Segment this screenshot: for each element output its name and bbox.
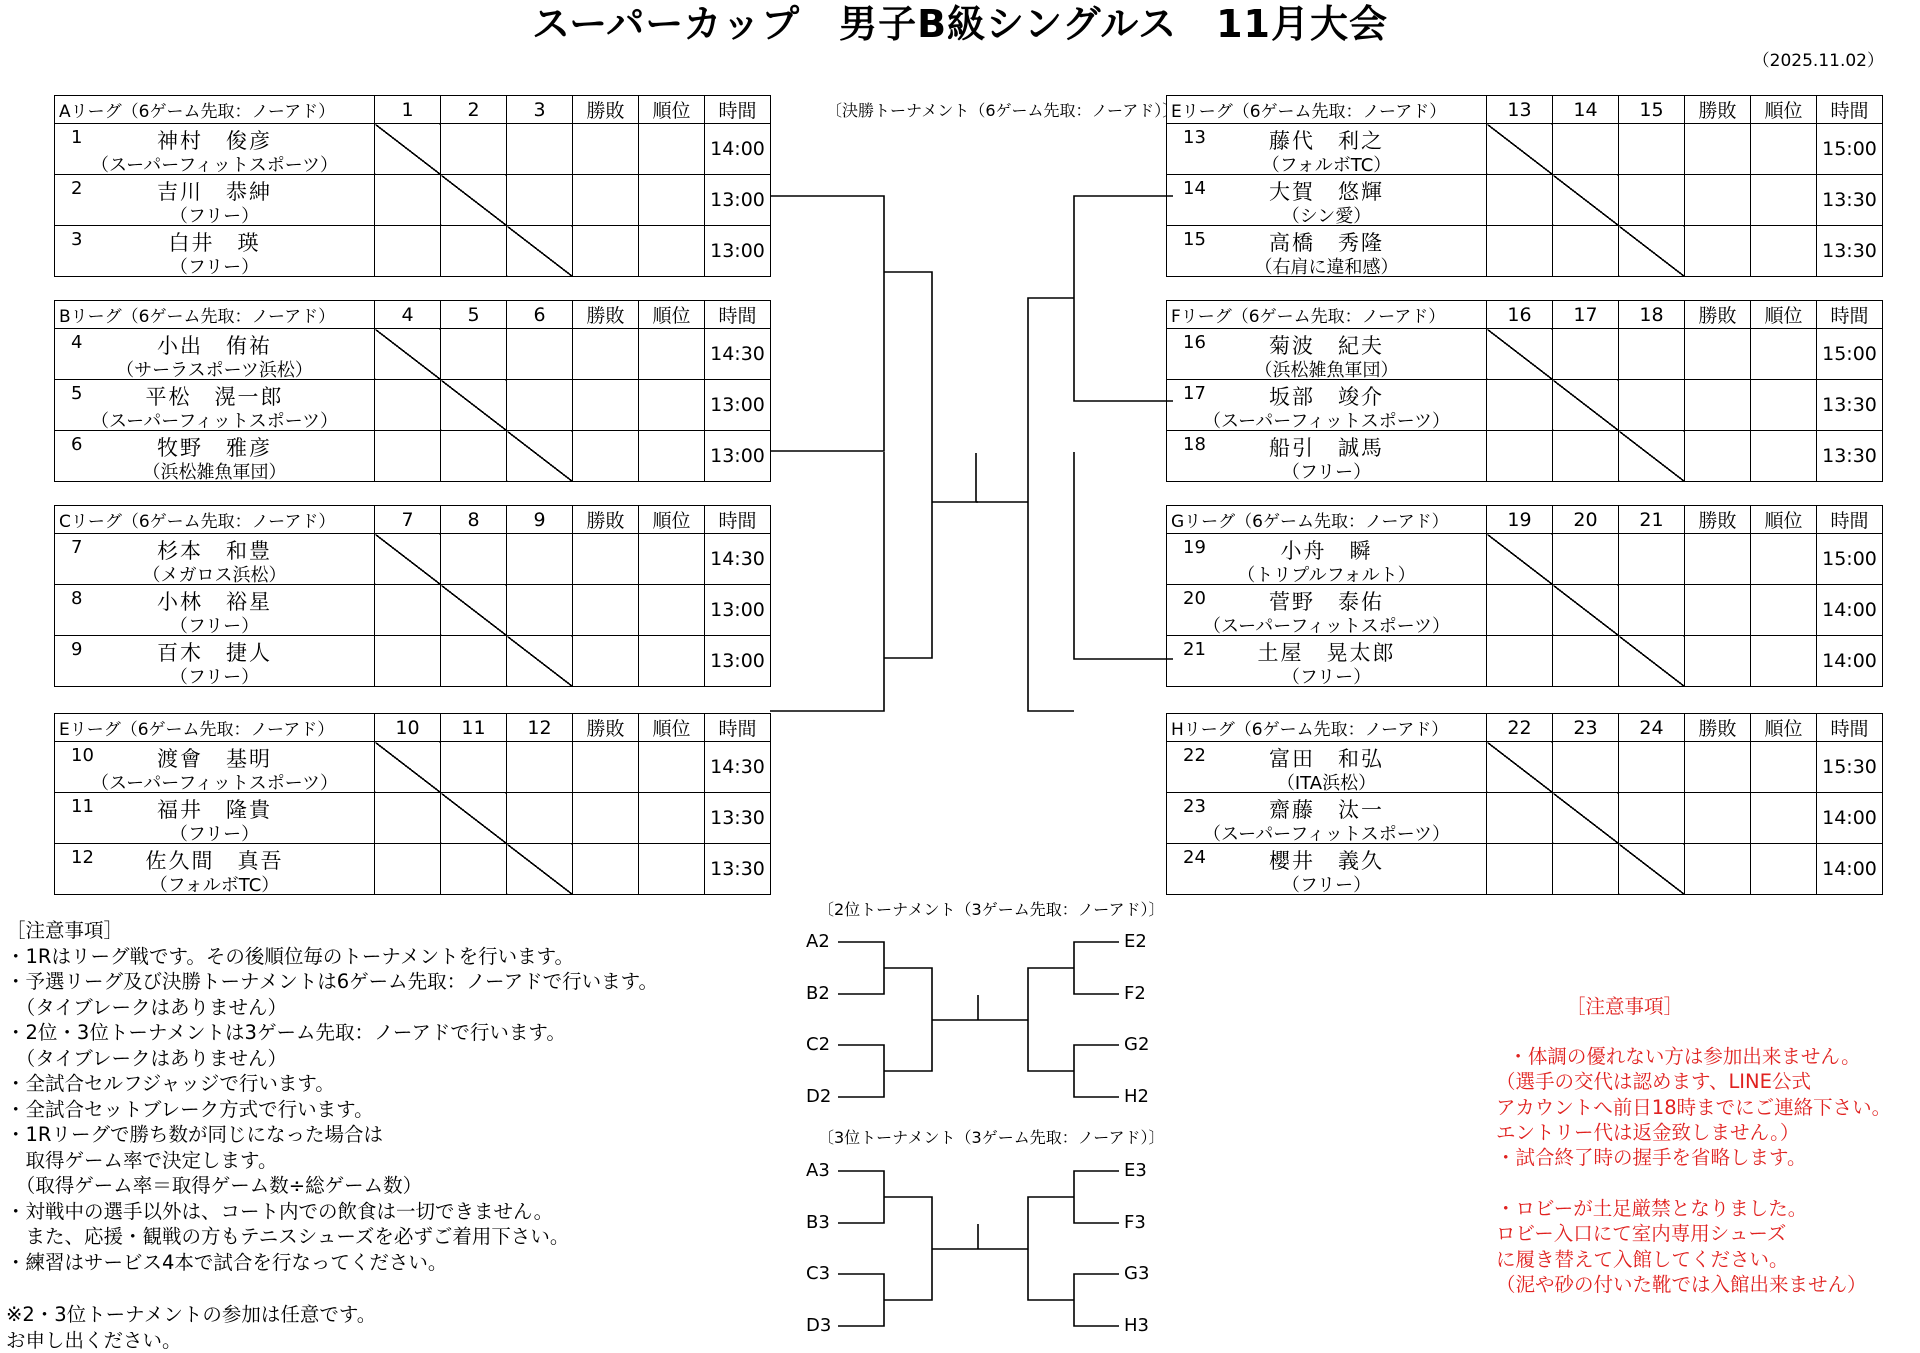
result-header: 勝敗: [1685, 714, 1751, 742]
player-number: 8: [71, 588, 83, 609]
player-club: （スーパーフィットスポーツ）: [91, 155, 338, 176]
seed-label: D2: [806, 1086, 832, 1107]
match-time: 13:00: [705, 431, 771, 482]
opponent-number-header: 2: [441, 96, 507, 124]
seed-label: G2: [1124, 1034, 1150, 1055]
rank-header: 順位: [639, 714, 705, 742]
second-bracket-right: [978, 942, 1119, 1097]
league-name: Fリーグ（6ゲーム先取：ノーアド）: [1167, 301, 1487, 329]
seed-label: E2: [1124, 931, 1147, 952]
time-header: 時間: [1817, 96, 1883, 124]
player-name: 藤代 利之: [1269, 129, 1384, 153]
league-name: Aリーグ（6ゲーム先取：ノーアド）: [55, 96, 375, 124]
player-number: 5: [71, 383, 83, 404]
third-bracket-left: [838, 1171, 978, 1326]
player-club: （フリー）: [169, 824, 260, 845]
rank-header: 順位: [1751, 301, 1817, 329]
match-time: 13:30: [1817, 226, 1883, 277]
player-name: 渡會 基明: [157, 747, 272, 771]
player-name: 菊波 紀夫: [1269, 334, 1384, 358]
player-name: 高橋 秀隆: [1269, 231, 1384, 255]
player-name: 小出 侑祐: [157, 334, 272, 358]
player-number: 23: [1183, 796, 1206, 817]
time-header: 時間: [1817, 301, 1883, 329]
player-number: 12: [71, 847, 94, 868]
time-header: 時間: [1817, 714, 1883, 742]
seed-label: F3: [1124, 1212, 1146, 1233]
player-club: （フリー）: [1281, 667, 1372, 688]
match-time: 15:30: [1817, 742, 1883, 793]
player-club: （トリプルフォルト）: [1237, 565, 1416, 586]
time-header: 時間: [705, 301, 771, 329]
seed-label: D3: [806, 1315, 832, 1336]
player-club: （フリー）: [169, 257, 260, 278]
player-name: 齋藤 汰一: [1269, 798, 1384, 822]
match-time: 13:30: [705, 793, 771, 844]
notes-right-body: ・体調の優れない方は参加出来ません。 （選手の交代は認めます、LINE公式 アカウントへ前日18時までにご連絡下さい。 エントリー代は返金致しません。） ・試合終了時の握手を省略します。 ・ロビーが土足厳禁となりました。 ロビー入口にて室内専用シューズ に履き替えて入館してください。 （泥や砂の付いた靴では入館出来ません）: [1496, 1045, 1892, 1296]
match-time: 14:00: [1817, 844, 1883, 895]
league-name: Eリーグ（6ゲーム先取：ノーアド）: [1167, 96, 1487, 124]
seed-label: B3: [806, 1212, 830, 1233]
player-club: （スーパーフィットスポーツ）: [91, 411, 338, 432]
player-club: （フォルボTC）: [1261, 155, 1392, 176]
player-club: （ITA浜松）: [1276, 773, 1377, 794]
player-club: （フリー）: [169, 206, 260, 227]
seed-label: E3: [1124, 1160, 1147, 1181]
match-time: 15:00: [1817, 534, 1883, 585]
match-time: 14:30: [705, 534, 771, 585]
opponent-number-header: 6: [507, 301, 573, 329]
player-number: 6: [71, 434, 83, 455]
player-number: 9: [71, 639, 83, 660]
time-header: 時間: [705, 506, 771, 534]
match-time: 15:00: [1817, 329, 1883, 380]
player-name: 杉本 和豊: [157, 539, 272, 563]
opponent-number-header: 18: [1619, 301, 1685, 329]
player-number: 2: [71, 178, 83, 199]
opponent-number-header: 5: [441, 301, 507, 329]
seed-label: H3: [1124, 1315, 1149, 1336]
player-number: 1: [71, 127, 83, 148]
player-club: （フリー）: [1281, 875, 1372, 896]
player-number: 21: [1183, 639, 1206, 660]
player-number: 20: [1183, 588, 1206, 609]
opponent-number-header: 13: [1487, 96, 1553, 124]
result-header: 勝敗: [573, 96, 639, 124]
match-time: 13:00: [705, 585, 771, 636]
seed-label: B2: [806, 983, 830, 1004]
player-name: 白井 瑛: [168, 231, 261, 255]
opponent-number-header: 22: [1487, 714, 1553, 742]
player-club: （サーラスポーツ浜松）: [116, 360, 313, 381]
third-bracket-right: [978, 1171, 1119, 1326]
player-club: （シン愛）: [1281, 206, 1372, 227]
match-time: 13:00: [705, 380, 771, 431]
match-time: 13:30: [1817, 431, 1883, 482]
player-club: （メガロス浜松）: [142, 565, 287, 586]
player-name: 福井 隆貴: [157, 798, 272, 822]
result-header: 勝敗: [573, 506, 639, 534]
opponent-number-header: 3: [507, 96, 573, 124]
player-number: 16: [1183, 332, 1206, 353]
player-club: （浜松雑魚軍団）: [142, 462, 287, 483]
final-tournament-label: 〔決勝トーナメント（6ゲーム先取：ノーアド）〕: [826, 101, 1179, 120]
time-header: 時間: [1817, 506, 1883, 534]
opponent-number-header: 15: [1619, 96, 1685, 124]
result-header: 勝敗: [1685, 96, 1751, 124]
opponent-number-header: 1: [375, 96, 441, 124]
player-name: 船引 誠馬: [1269, 436, 1384, 460]
player-name: 百木 捷人: [157, 641, 272, 665]
player-club: （スーパーフィットスポーツ）: [1203, 616, 1450, 637]
final-bracket-right: [976, 196, 1173, 711]
player-club: （右肩に違和感）: [1254, 257, 1399, 278]
match-time: 14:00: [705, 124, 771, 175]
player-number: 24: [1183, 847, 1206, 868]
league-name: Hリーグ（6ゲーム先取：ノーアド）: [1167, 714, 1487, 742]
opponent-number-header: 11: [441, 714, 507, 742]
player-number: 7: [71, 537, 83, 558]
league-name: Cリーグ（6ゲーム先取：ノーアド）: [55, 506, 375, 534]
notes-left: ［注意事項］ ・1Rはリーグ戦です。その後順位毎のトーナメントを行います。 ・予選リーグ及び決勝トーナメントは6ゲーム先取：ノーアドで行います。 （タイブレークはありません） ・2位・3位トーナメントは3ゲーム先取：ノーアドで行います。 （タイブレークはありません） ・全試合セルフジャッジで行います。 ・全試合セットブレーク方式で行います。 ・1Rリーグで勝ち数が同じになった場合は 取得ゲーム率で決定します。 （取得ゲーム率＝取得ゲーム数÷総ゲーム数） ・対戦中の選手以外は、コート内での飲食は一切できません。 また、応援・観戦の方もテニスシューズを必ずご着用下さい。 ・練習はサービス4本で試合を行なってください。: [6, 919, 659, 1274]
result-header: 勝敗: [573, 714, 639, 742]
league-name: Gリーグ（6ゲーム先取：ノーアド）: [1167, 506, 1487, 534]
notes-left-footer: ※2・3位トーナメントの参加は任意です。 お申し出ください。: [6, 1303, 377, 1352]
match-time: 14:00: [1817, 585, 1883, 636]
player-number: 22: [1183, 745, 1206, 766]
player-club: （フリー）: [1281, 462, 1372, 483]
rank-header: 順位: [639, 96, 705, 124]
event-date: （2025.11.02）: [1752, 51, 1884, 71]
match-time: 13:30: [1817, 175, 1883, 226]
seed-label: A2: [806, 931, 830, 952]
player-number: 17: [1183, 383, 1206, 404]
player-name: 佐久間 真吾: [145, 849, 284, 873]
opponent-number-header: 8: [441, 506, 507, 534]
match-time: 14:30: [705, 329, 771, 380]
player-name: 小舟 瞬: [1280, 539, 1373, 563]
opponent-number-header: 12: [507, 714, 573, 742]
player-number: 13: [1183, 127, 1206, 148]
player-name: 小林 裕星: [157, 590, 272, 614]
player-club: （スーパーフィットスポーツ）: [1203, 411, 1450, 432]
league-name: Bリーグ（6ゲーム先取：ノーアド）: [55, 301, 375, 329]
player-name: 牧野 雅彦: [157, 436, 272, 460]
player-number: 4: [71, 332, 83, 353]
player-number: 19: [1183, 537, 1206, 558]
player-name: 平松 滉一郎: [145, 385, 284, 409]
player-name: 菅野 泰佑: [1269, 590, 1384, 614]
match-time: 13:00: [705, 175, 771, 226]
match-time: 13:30: [705, 844, 771, 895]
player-number: 15: [1183, 229, 1206, 250]
second-bracket-left: [838, 942, 978, 1097]
result-header: 勝敗: [573, 301, 639, 329]
match-time: 13:30: [1817, 380, 1883, 431]
opponent-number-header: 23: [1553, 714, 1619, 742]
seed-label: A3: [806, 1160, 830, 1181]
seed-label: G3: [1124, 1263, 1150, 1284]
player-name: 神村 俊彦: [157, 129, 272, 153]
seed-label: C2: [806, 1034, 831, 1055]
player-number: 3: [71, 229, 83, 250]
rank-header: 順位: [1751, 96, 1817, 124]
result-header: 勝敗: [1685, 506, 1751, 534]
time-header: 時間: [705, 96, 771, 124]
seed-label: H2: [1124, 1086, 1149, 1107]
player-club: （フリー）: [169, 616, 260, 637]
second-tournament-label: 〔2位トーナメント（3ゲーム先取：ノーアド）〕: [818, 900, 1165, 919]
rank-header: 順位: [1751, 714, 1817, 742]
page-title: スーパーカップ 男子B級シングルス 11月大会: [532, 2, 1388, 46]
match-time: 15:00: [1817, 124, 1883, 175]
opponent-number-header: 7: [375, 506, 441, 534]
player-name: 富田 和弘: [1269, 747, 1384, 771]
opponent-number-header: 16: [1487, 301, 1553, 329]
player-club: （フリー）: [169, 667, 260, 688]
player-club: （スーパーフィットスポーツ）: [1203, 824, 1450, 845]
rank-header: 順位: [639, 506, 705, 534]
rank-header: 順位: [639, 301, 705, 329]
player-number: 18: [1183, 434, 1206, 455]
third-tournament-label: 〔3位トーナメント（3ゲーム先取：ノーアド）〕: [818, 1128, 1165, 1147]
result-header: 勝敗: [1685, 301, 1751, 329]
opponent-number-header: 4: [375, 301, 441, 329]
match-time: 13:00: [705, 636, 771, 687]
notes-right-heading: ［注意事項］: [1566, 994, 1684, 1018]
rank-header: 順位: [1751, 506, 1817, 534]
opponent-number-header: 24: [1619, 714, 1685, 742]
notes-right: [1496, 943, 1891, 1297]
opponent-number-header: 21: [1619, 506, 1685, 534]
player-club: （浜松雑魚軍団）: [1254, 360, 1399, 381]
final-bracket-left: [770, 196, 978, 711]
player-name: 土屋 晃太郎: [1257, 641, 1396, 665]
player-number: 10: [71, 745, 94, 766]
seed-label: C3: [806, 1263, 831, 1284]
player-club: （フォルボTC）: [149, 875, 280, 896]
match-time: 13:00: [705, 226, 771, 277]
seed-label: F2: [1124, 983, 1146, 1004]
time-header: 時間: [705, 714, 771, 742]
match-time: 14:00: [1817, 636, 1883, 687]
player-number: 14: [1183, 178, 1206, 199]
league-name: Eリーグ（6ゲーム先取：ノーアド）: [55, 714, 375, 742]
player-number: 11: [71, 796, 94, 817]
opponent-number-header: 10: [375, 714, 441, 742]
match-time: 14:00: [1817, 793, 1883, 844]
opponent-number-header: 9: [507, 506, 573, 534]
player-name: 坂部 竣介: [1269, 385, 1384, 409]
opponent-number-header: 19: [1487, 506, 1553, 534]
player-club: （スーパーフィットスポーツ）: [91, 773, 338, 794]
opponent-number-header: 17: [1553, 301, 1619, 329]
opponent-number-header: 14: [1553, 96, 1619, 124]
match-time: 14:30: [705, 742, 771, 793]
player-name: 吉川 恭紳: [157, 180, 272, 204]
opponent-number-header: 20: [1553, 506, 1619, 534]
player-name: 櫻井 義久: [1269, 849, 1384, 873]
player-name: 大賀 悠輝: [1269, 180, 1384, 204]
